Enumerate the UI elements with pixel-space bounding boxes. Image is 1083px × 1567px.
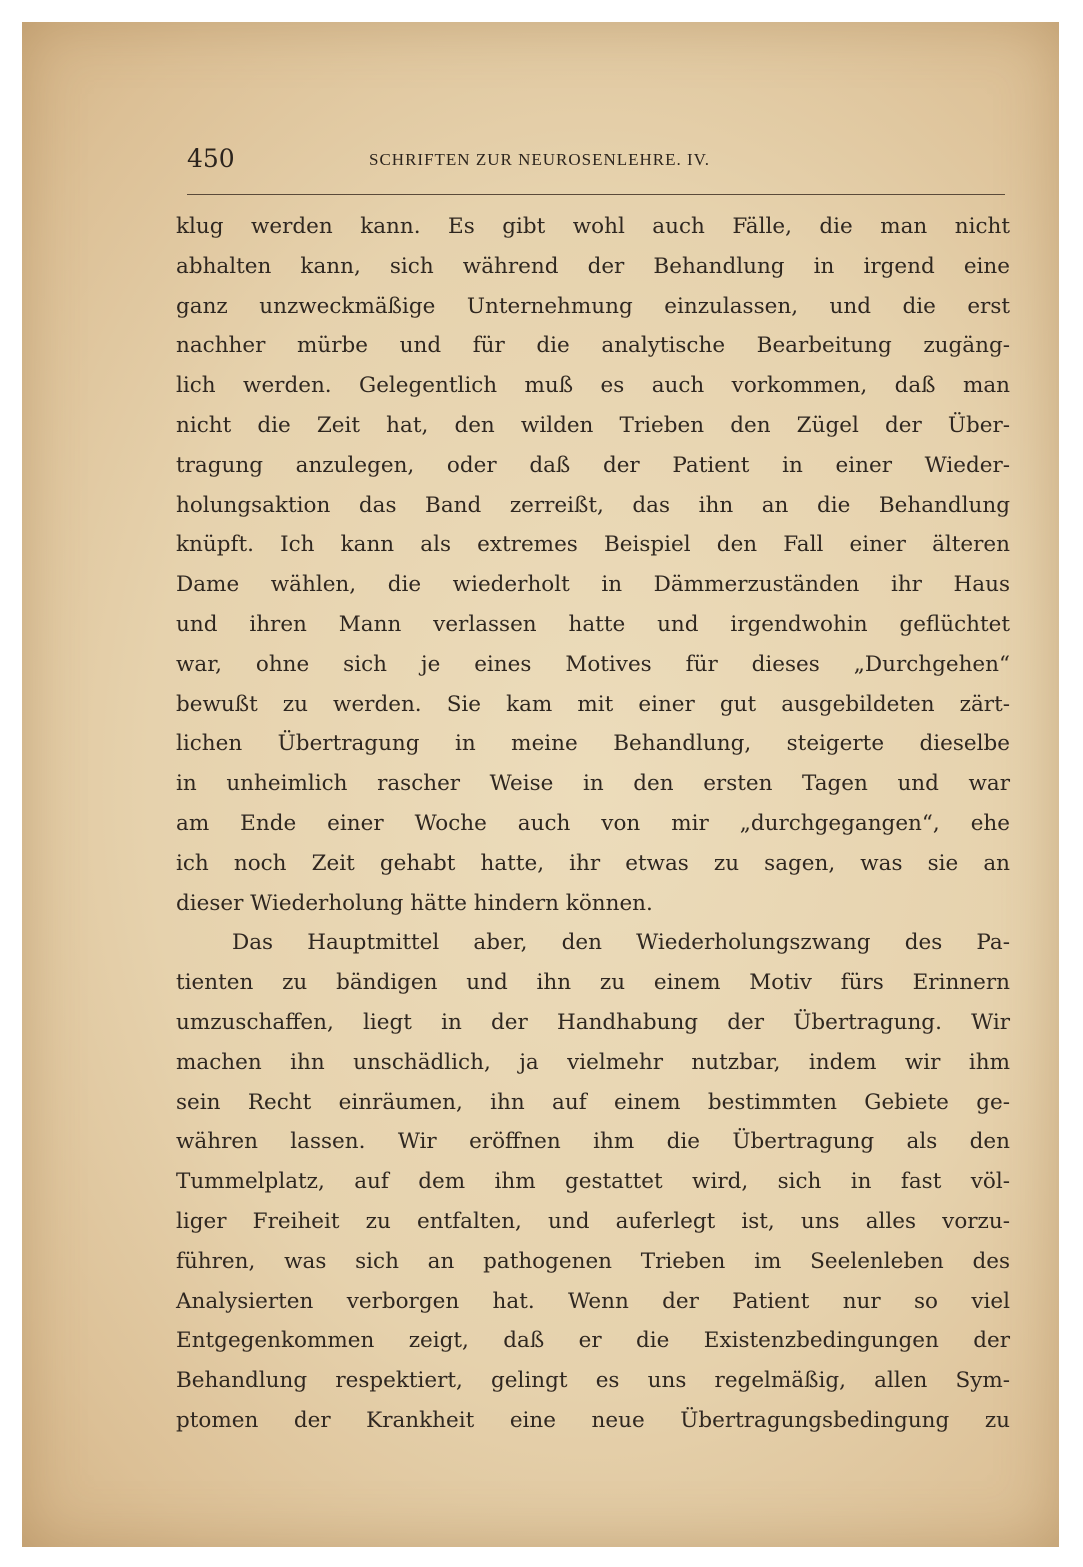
text-line: ich noch Zeit gehabt hatte, ihr etwas zu sagen, was sie an	[176, 850, 1010, 876]
text-line: und ihren Mann verlassen hatte und irgendwohin geflüchtet	[176, 611, 1010, 637]
text-line: Dame wählen, die wiederholt in Dämmerzuständen ihr Haus	[176, 572, 1010, 598]
text-line: tienten zu bändigen und ihn zu einem Motiv fürs Erinnern	[176, 970, 1010, 996]
text-line: führen, was sich an pathogenen Trieben im Seelenleben des	[176, 1248, 1010, 1274]
text-line: Entgegenkommen zeigt, daß er die Existenzbedingungen der	[176, 1328, 1010, 1354]
page-header	[187, 144, 1005, 195]
text-line: am Ende einer Woche auch von mir „durchgegangen“, ehe	[176, 810, 1010, 836]
text-line: währen lassen. Wir eröffnen ihm die Übertragung als den	[176, 1129, 1010, 1155]
text-line: holungsaktion das Band zerreißt, das ihn an die Behandlung	[176, 492, 1010, 518]
running-head: SCHRIFTEN ZUR NEUROSENLEHRE. IV.	[369, 150, 711, 169]
text-line: liger Freiheit zu entfalten, und auferlegt ist, uns alles vorzu-	[176, 1208, 1010, 1234]
text-line: ptomen der Krankheit eine neue Übertragungsbedingung zu	[176, 1407, 1010, 1433]
text-line: ganz unzweckmäßige Unternehmung einzulassen, und die erst	[176, 293, 1010, 319]
text-line: dieser Wiederholung hätte hindern können.	[176, 890, 653, 916]
page-number: 450	[187, 144, 235, 173]
text-line: Das Hauptmittel aber, den Wiederholungszwang des Pa-	[232, 930, 1010, 956]
text-line: abhalten kann, sich während der Behandlung in irgend eine	[176, 253, 1010, 279]
text-line: Tummelplatz, auf dem ihm gestattet wird, sich in fast völ-	[176, 1169, 1010, 1195]
text-line: Analysierten verborgen hat. Wenn der Patient nur so viel	[176, 1288, 1010, 1314]
text-line: klug werden kann. Es gibt wohl auch Fälle, die man nicht	[176, 214, 1010, 239]
text-line: sein Recht einräumen, ihn auf einem bestimmten Gebiete ge-	[176, 1089, 1010, 1115]
text-line: lich werden. Gelegentlich muß es auch vorkommen, daß man	[176, 373, 1010, 399]
text-line: nicht die Zeit hat, den wilden Trieben den Zügel der Über-	[176, 412, 1010, 438]
text-line: lichen Übertragung in meine Behandlung, steigerte dieselbe	[176, 731, 1010, 757]
paragraph-2	[176, 923, 1010, 1440]
text-line: tragung anzulegen, oder daß der Patient in einer Wieder-	[176, 452, 1010, 478]
text-line: war, ohne sich je eines Motives für dieses „Durchgehen“	[176, 651, 1010, 677]
text-line: machen ihn unschädlich, ja vielmehr nutzbar, indem wir ihm	[176, 1049, 1010, 1075]
book-page	[22, 22, 1059, 1547]
body-text	[176, 207, 1010, 1441]
text-line: knüpft. Ich kann als extremes Beispiel den Fall einer älteren	[176, 532, 1010, 558]
paragraph-1	[176, 207, 1010, 923]
text-line: bewußt zu werden. Sie kam mit einer gut ausgebildeten zärt-	[176, 691, 1010, 717]
text-line: Behandlung respektiert, gelingt es uns regelmäßig, allen Sym-	[176, 1368, 1010, 1394]
text-line: nachher mürbe und für die analytische Bearbeitung zugäng-	[176, 333, 1010, 359]
text-line: in unheimlich rascher Weise in den ersten Tagen und war	[176, 771, 1010, 797]
text-line: umzuschaffen, liegt in der Handhabung der Übertragung. Wir	[176, 1009, 1010, 1035]
